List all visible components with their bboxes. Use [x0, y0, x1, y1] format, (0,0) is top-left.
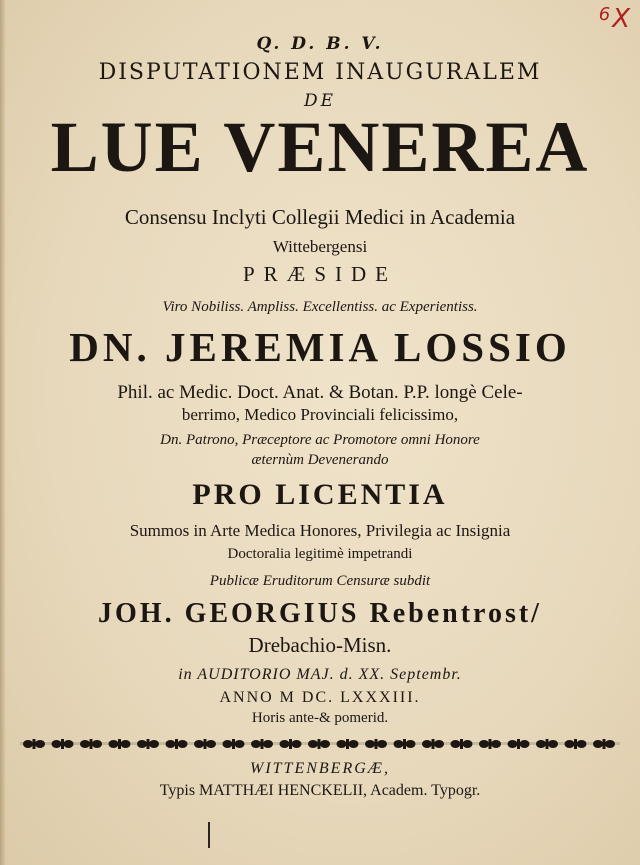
fleuron-left: [52, 740, 62, 748]
praeside-label: PRÆSIDE: [242, 262, 398, 286]
fleuron-left: [565, 740, 575, 748]
fleuron-right: [349, 740, 359, 748]
fleuron-right: [406, 740, 416, 748]
corner-letter: X: [612, 4, 630, 34]
fleuron-right: [520, 740, 530, 748]
fleuron-right: [263, 740, 273, 748]
praeses-titles-2: berrimo, Medico Provinciali felicissimo,: [181, 405, 459, 424]
fleuron-right: [491, 740, 501, 748]
disputation-hours: Horis ante-& pomerid.: [251, 710, 389, 726]
disputation-year: ANNO M DC. LXXXIII.: [219, 689, 421, 706]
fleuron-right: [548, 740, 558, 748]
fleuron-left: [508, 740, 518, 748]
fleuron-right: [577, 740, 587, 748]
imprint-city: WITTENBERGÆ,: [250, 760, 390, 777]
fleuron-stem: [90, 739, 93, 749]
disputation-heading: DISPUTATIONEM INAUGURALEM: [98, 60, 542, 85]
fleuron-right: [235, 740, 245, 748]
fleuron-left: [365, 740, 375, 748]
fleuron-right: [178, 740, 188, 748]
fleuron-stem: [403, 739, 406, 749]
fleuron-left: [422, 740, 432, 748]
disputation-place-date: in AUDITORIO MAJ. d. XX. Septembr.: [178, 666, 462, 683]
dedication-line-2: æternùm Devenerando: [251, 452, 389, 468]
fleuron-stem: [546, 739, 549, 749]
consent-line-2: Wittebergensi: [272, 237, 368, 256]
fleuron-right: [64, 740, 74, 748]
invocation: Q. D. B. V.: [256, 34, 384, 54]
respondent-name: JOH. GEORGIUS Rebentrost/: [98, 598, 542, 629]
fleuron-left: [23, 740, 33, 748]
fleuron-stem: [118, 739, 121, 749]
printers-ornament-rule: [0, 736, 640, 752]
fleuron-stem: [517, 739, 520, 749]
fleuron-left: [109, 740, 119, 748]
licentia-line-2: Doctoralia legitimè impetrandi: [227, 546, 413, 562]
fleuron-right: [463, 740, 473, 748]
fleuron-stem: [489, 739, 492, 749]
fleuron-stem: [460, 739, 463, 749]
praeses-titles-1: Phil. ac Medic. Doct. Anat. & Botan. P.P. longè Cele-: [117, 382, 523, 403]
fleuron-left: [308, 740, 318, 748]
fleuron-stem: [603, 739, 606, 749]
fleuron-stem: [375, 739, 378, 749]
fleuron-stem: [346, 739, 349, 749]
fleuron-right: [605, 740, 615, 748]
fleuron-left: [451, 740, 461, 748]
fleuron-right: [292, 740, 302, 748]
main-title: LUE VENEREA: [50, 107, 590, 187]
imprint-printer: Typis MATTHÆI HENCKELII, Academ. Typogr.: [159, 782, 481, 799]
fleuron-right: [434, 740, 444, 748]
fleuron-right: [206, 740, 216, 748]
fleuron-left: [394, 740, 404, 748]
corner-annotation: [599, 4, 630, 34]
respondent-origin: Drebachio-Misn.: [248, 633, 392, 657]
praeses-epithets: Viro Nobiliss. Ampliss. Excellentiss. ac Experientiss.: [162, 299, 478, 315]
fleuron-right: [92, 740, 102, 748]
fleuron-left: [593, 740, 603, 748]
praeses-name: DN. JEREMIA LOSSIO: [69, 324, 571, 370]
fleuron-left: [479, 740, 489, 748]
fleuron-left: [166, 740, 176, 748]
fleuron-right: [377, 740, 387, 748]
fleuron-stem: [289, 739, 292, 749]
fleuron-stem: [33, 739, 36, 749]
fleuron-right: [121, 740, 131, 748]
fleuron-left: [251, 740, 261, 748]
consent-line-1: Consensu Inclyti Collegii Medici in Academia: [124, 205, 516, 229]
de-label: DE: [303, 91, 337, 111]
licentia-line-3: Publicæ Eruditorum Censuræ subdit: [209, 573, 431, 589]
fleuron-right: [35, 740, 45, 748]
fleuron-left: [337, 740, 347, 748]
fleuron-stem: [147, 739, 150, 749]
fleuron-stem: [261, 739, 264, 749]
fleuron-stem: [432, 739, 435, 749]
fleuron-stem: [61, 739, 64, 749]
fleuron-left: [194, 740, 204, 748]
fleuron-stem: [204, 739, 207, 749]
fleuron-left: [536, 740, 546, 748]
fleuron-left: [80, 740, 90, 748]
licentia-heading: PRO LICENTIA: [192, 478, 448, 511]
fleuron-right: [149, 740, 159, 748]
fleuron-stem: [232, 739, 235, 749]
fleuron-left: [137, 740, 147, 748]
dedication-line-1: Dn. Patrono, Præceptore ac Promotore omni Honore: [160, 432, 480, 448]
fleuron-stem: [175, 739, 178, 749]
fleuron-left: [223, 740, 233, 748]
fleuron-left: [280, 740, 290, 748]
ink-mark: [208, 822, 210, 848]
fleuron-stem: [574, 739, 577, 749]
corner-number: 6: [598, 4, 611, 25]
ornament-icon: [20, 736, 620, 752]
licentia-line-1: Summos in Arte Medica Honores, Privilegia ac Insignia: [129, 521, 511, 540]
fleuron-stem: [318, 739, 321, 749]
fleuron-right: [320, 740, 330, 748]
